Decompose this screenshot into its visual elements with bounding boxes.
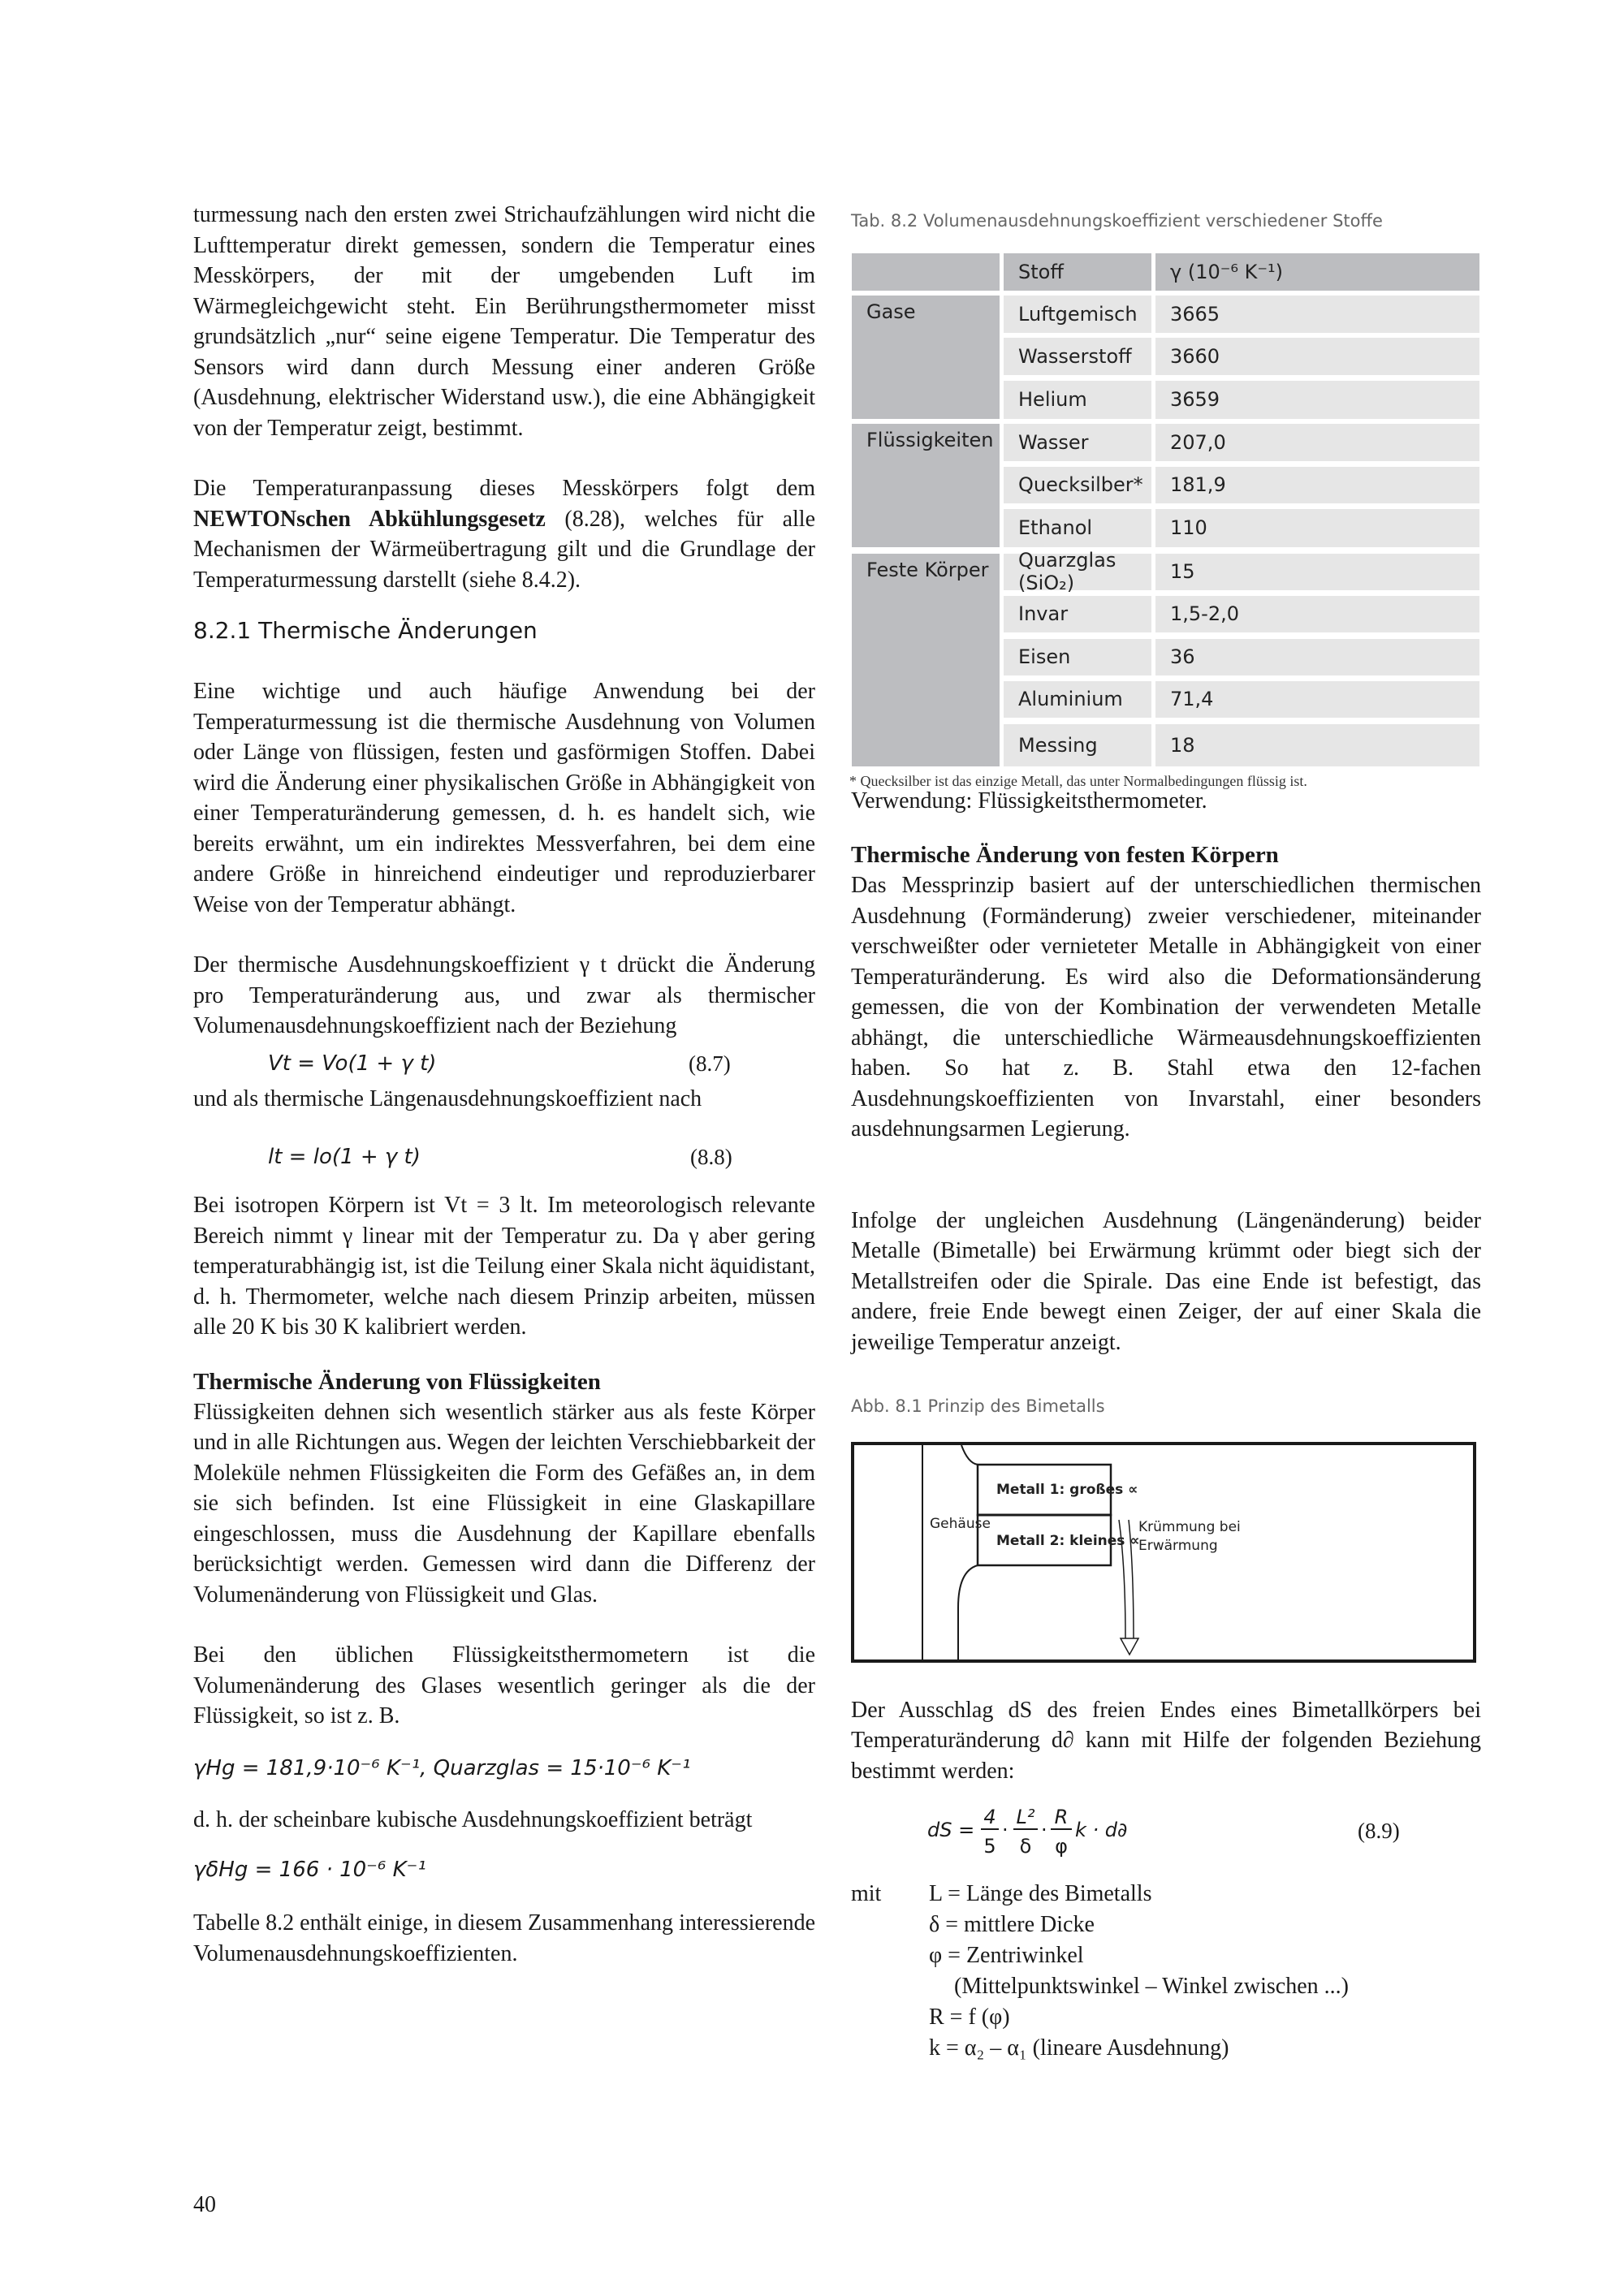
table-cell-value: 207,0 [1155, 424, 1479, 461]
paragraph-laengen: und als thermische Längenausdehnungskoeffizient nach [193, 1085, 702, 1111]
table-cell-stoff: Quecksilber* [1004, 467, 1151, 503]
heading-feste-koerper: Thermische Änderung von festen Körpern [851, 842, 1279, 868]
table-cell-value: 110 [1155, 509, 1479, 547]
definition-item: L = Länge des Bimetalls [929, 1881, 1152, 1906]
table-cell-value: 18 [1155, 724, 1479, 766]
mit-label: mit [851, 1881, 882, 1906]
paragraph-bimetall: Infolge der ungleichen Ausdehnung (Längenänderung) beider Metalle (Bimetalle) bei Erwärmung krümmt oder biegt sich der Metallstreifen oder die Spirale. Das eine Ende ist befestigt, das andere, freie Ende bewegt einen Zeiger, der auf einer Skala die jeweilige Temperatur anzeigt. [851, 1207, 1481, 1355]
heading-fluessigkeiten: Thermische Änderung von Flüssigkeiten [193, 1368, 601, 1395]
equation-gamma-delta-hg: γδHg = 166 · 10⁻⁶ K⁻¹ [193, 1858, 426, 1882]
table-cell-value: 15 [1155, 554, 1479, 590]
paragraph-ausschlag: Der Ausschlag dS des freien Endes eines Bimetallkörpers bei Temperaturänderung d∂ kann mit Hilfe der folgenden Beziehung bestimmt werden: [851, 1697, 1481, 1784]
table-cell-value: 3665 [1155, 296, 1479, 333]
definition-item: k = α₂ – α₁ (lineare Ausdehnung) [929, 2035, 1229, 2061]
table-cell-stoff: Ethanol [1004, 509, 1151, 547]
group-label-gase: Gase [852, 296, 1000, 419]
table-header-gamma: γ (10⁻⁶ K⁻¹) [1155, 253, 1479, 291]
equation-8-7: Vt = Vo(1 + γ t) (8.7) [268, 1051, 731, 1076]
equation-gamma-hg: γHg = 181,9·10⁻⁶ K⁻¹, Quarzglas = 15·10⁻⁶ K⁻¹ [193, 1755, 691, 1780]
table-cell-stoff: Eisen [1004, 639, 1151, 675]
newton-law-term: NEWTONschen Abkühlungsgesetz [193, 506, 546, 532]
table-cell-stoff: Wasserstoff [1004, 338, 1151, 375]
paragraph-koeffizient: Der thermische Ausdehnungskoeffizient γ t drückt die Änderung pro Temperaturänderung aus, und zwar als thermischer Volumenausdehnungskoeffizient nach der Beziehung [193, 952, 815, 1038]
table-footnote: * Quecksilber ist das einzige Metall, das unter Normalbedingungen flüssig ist. [849, 772, 1307, 789]
table-header-empty [852, 253, 1000, 291]
left-column [193, 195, 815, 1969]
paragraph-messkoerper: turmessung nach den ersten zwei Strichaufzählungen wird nicht die Lufttemperatur direkt gemessen, sondern die Temperatur eines Messkörpers, der mit der umgebenden Luft im Wärmegleichgewicht steht. Ein Berührungsthermometer misst grundsätzlich „nur“ seine eigene Temperatur. Die Temperatur des Sensors wird dann durch Messung einer anderen Größe (Ausdehnung, elektrischer Widerstand usw.), die eine Abhängigkeit von der Temperatur zeigt, bestimmt. [193, 202, 815, 441]
right-column [851, 195, 1481, 2064]
table-cell-stoff: Quarzglas (SiO₂) [1004, 554, 1151, 590]
table-cell-stoff: Messing [1004, 724, 1151, 766]
table-cell-stoff: Wasser [1004, 424, 1151, 461]
dot-operator: · [1002, 1819, 1009, 1841]
section-heading: 8.2.1 Thermische Änderungen [193, 617, 538, 644]
label-curvature-2: Erwärmung [1138, 1537, 1218, 1554]
definition-item: R = f (φ) [929, 2005, 1010, 2030]
table-cell-value: 3660 [1155, 338, 1479, 375]
figure-caption: Abb. 8.1 Prinzip des Bimetalls [851, 1396, 1105, 1416]
table-cell-stoff: Aluminium [1004, 681, 1151, 718]
dot-operator: · [1041, 1819, 1047, 1841]
definition-item: δ = mittlere Dicke [929, 1912, 1095, 1937]
table-cell-value: 181,9 [1155, 467, 1479, 503]
label-metal-2: Metall 2: kleines ∝ [996, 1532, 1140, 1549]
group-label-fluessigkeiten: Flüssigkeiten [852, 424, 1000, 547]
table-cell-stoff: Helium [1004, 381, 1151, 419]
label-curvature-1: Krümmung bei [1138, 1518, 1241, 1535]
paragraph-anwendung: Eine wichtige und auch häufige Anwendung bei der Temperaturmessung ist die thermische Ausdehnung von Volumen oder Länge von flüssigen, festen und gasförmigen Stoffen. Dabei wird die Änderung einer physikalischen Größe in Abhängigkeit von einer Temperaturänderung gemessen, d. h. es handelt sich, wie bereits erwähnt, um ein indirektes Messverfahren, bei dem eine andere Größe in hinreichend eindeutiger und reproduzierbarer Weise von der Temperatur abhängt. [193, 679, 815, 917]
equation-8-8: lt = lo(1 + γ t) (8.8) [268, 1145, 732, 1169]
table-cell-value: 3659 [1155, 381, 1479, 419]
table-cell-value: 36 [1155, 639, 1479, 675]
paragraph-newton: Die Temperaturanpassung dieses Messkörpers folgt dem NEWTONschen Abkühlungsgesetz (8.28), welches für alle Mechanismen der Wärmeübertragung gilt und die Grundlage der Temperaturmessung darstellt (siehe 8.4.2). [193, 476, 816, 593]
verwendung-text: Verwendung: Flüssigkeitsthermometer. [851, 788, 1207, 814]
definitions-list [851, 1879, 1481, 2064]
table-header-stoff: Stoff [1004, 253, 1151, 291]
group-label-feste-koerper: Feste Körper [852, 554, 1000, 766]
page-number: 40 [193, 2192, 216, 2217]
paragraph-messprinzip: Das Messprinzip basiert auf der unterschiedlichen thermischen Ausdehnung (Formänderung) zweier verschiedener, miteinander verschweißter oder vernieteter Metalle in Abhängigkeit von einer Temperaturänderung. Es wird also die Deformationsänderung gemessen, die von der Kombination der verwendeten Metalle abhängt, die unterschiedliche Wärmeausdehnungskoeffizienten haben. So hat z. B. Stahl etwa den 12-fachen Ausdehnungskoeffizienten von Invarstahl, einer besonders ausdehnungsarmen Legierung. [851, 873, 1481, 1142]
paragraph-scheinbar: d. h. der scheinbare kubische Ausdehnungskoeffizient beträgt [193, 1806, 753, 1832]
bimetal-diagram [851, 1442, 1476, 1663]
table-cell-stoff: Invar [1004, 596, 1151, 632]
expansion-coefficient-table [849, 253, 1481, 789]
label-housing: Gehäuse [930, 1515, 991, 1532]
table-cell-value: 71,4 [1155, 681, 1479, 718]
paragraph-isotrop: Bei isotropen Körpern ist Vt = 3 lt. Im meteorologisch relevante Bereich nimmt γ linear mit der Temperatur zu. Da γ aber gering temperaturabhängig ist, ist die Teilung einer Skala nicht äquidistant, d. h. Thermometer, welche nach diesem Prinzip arbeiten, müssen alle 20 K bis 30 K kalibriert werden. [193, 1193, 815, 1340]
table-cell-value: 1,5-2,0 [1155, 596, 1479, 632]
label-metal-1: Metall 1: großes ∝ [996, 1481, 1138, 1498]
paragraph-tabelle-ref: Tabelle 8.2 enthält einige, in diesem Zusammenhang interessierende Volumenausdehnungskoeffizienten. [193, 1910, 815, 1966]
table-caption: Tab. 8.2 Volumenausdehnungskoeffizient verschiedener Stoffe [851, 211, 1383, 231]
paragraph-glas: Bei den üblichen Flüssigkeitsthermometern ist die Volumenänderung des Glases wesentlich geringer als die der Flüssigkeit, so ist z. B. [193, 1642, 815, 1728]
table-cell-stoff: Luftgemisch [1004, 296, 1151, 333]
definition-item: (Mittelpunktswinkel – Winkel zwischen ...) [954, 1974, 1349, 1999]
equation-8-9: dS = 4 5 · L² δ · R φ k · d∂ (8.9) [927, 1806, 1400, 1858]
definition-item: φ = Zentriwinkel [929, 1943, 1084, 1968]
paragraph-fluessigkeiten: Flüssigkeiten dehnen sich wesentlich stärker aus als feste Körper und in alle Richtungen aus. Wegen der leichten Verschiebbarkeit der Moleküle nehmen Flüssigkeiten die Form des Gefäßes an, in dem sie sich befinden. Ist eine Flüssigkeit in eine Glaskapillare eingeschlossen, muss die Ausdehnung der Kapillare ebenfalls berücksichtigt werden. Gemessen wird dann die Differenz der Volumenänderung von Flüssigkeit und Glas. [193, 1399, 815, 1608]
